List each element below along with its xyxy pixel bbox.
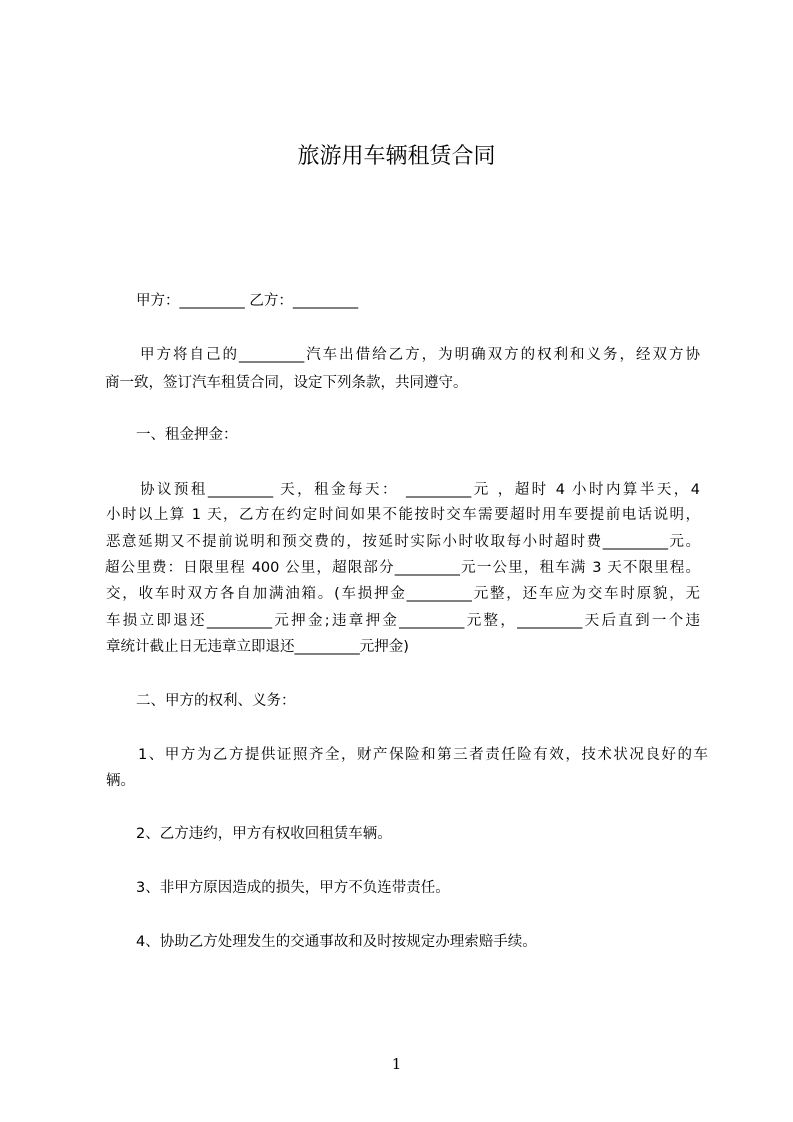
section1-line-5: 交，收车时双方各自加满油箱。(车损押金_________元整，还车应为交车时原貌，无: [106, 586, 700, 602]
intro-line-2: 商一致，签订汽车租赁合同，设定下列条款，共同遵守。: [105, 375, 468, 391]
section1-line-2: 小时以上算 1 天，乙方在约定时间如果不能按时交车需要超时用车要提前电话说明，: [106, 507, 700, 523]
section1-line-7: 章统计截止日无违章立即退还_________元押金): [106, 639, 409, 655]
section1-line-6: 车损立即退还_________元押金;违章押金_________元整，_________天后直到一个违: [106, 613, 700, 629]
section2-item2: 2、乙方违约，甲方有权收回租赁车辆。: [136, 826, 392, 842]
section1-line-3: 恶意延期又不提前说明和预交费的，按延时实际小时收取每小时超时费_________元。: [106, 534, 700, 550]
section2-item1-line-1: 1、甲方为乙方提供证照齐全，财产保险和第三者责任险有效，技术状况良好的车: [138, 747, 708, 763]
section2-item1-line-2: 辆。: [106, 773, 135, 789]
document-title: 旅游用车辆租赁合同: [297, 144, 496, 169]
section1-heading: 一、租金押金：: [136, 427, 238, 443]
section1-line-4: 超公里费：日限里程 400 公里，超限部分_________元一公里，租车满 3 天不限里程。: [105, 560, 700, 576]
intro-line-1: 甲方将自己的_________汽车出借给乙方，为明确双方的权利和义务，经双方协: [140, 347, 700, 363]
parties-line: 甲方：_________ 乙方：_________: [136, 293, 359, 309]
section2-item3: 3、非甲方原因造成的损失，甲方不负连带责任。: [136, 880, 450, 896]
section2-heading: 二、甲方的权利、义务：: [136, 693, 296, 709]
section1-line-1: 协议预租_________ 天，租金每天： _________元 ，超时 4 小时内算半天，4: [140, 482, 700, 498]
section2-item4: 4、协助乙方处理发生的交通事故和及时按规定办理索赔手续。: [136, 934, 537, 950]
page-number: 1: [391, 1055, 402, 1073]
